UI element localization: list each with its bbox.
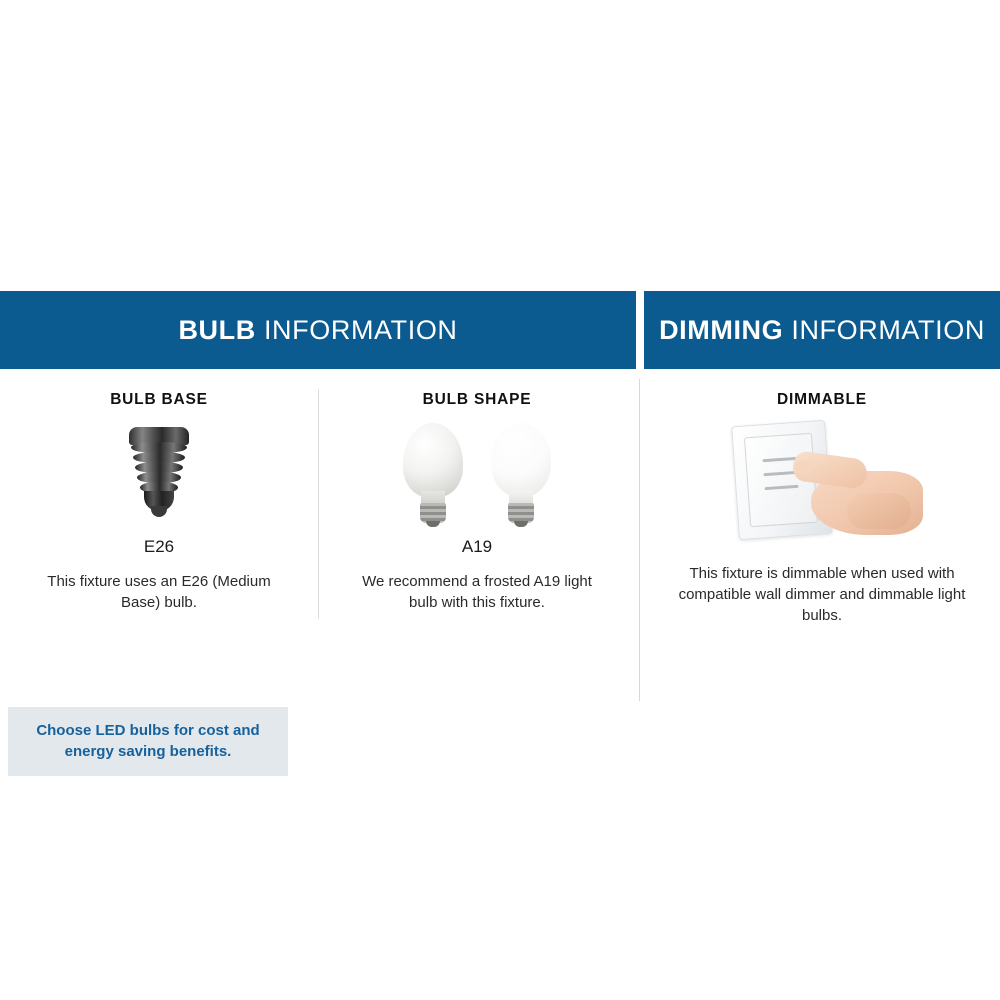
bulb-information-columns <box>0 369 636 760</box>
dimming-information-panel <box>644 291 1000 701</box>
led-tip-callout: Choose LED bulbs for cost and energy saving benefits. <box>8 707 288 776</box>
bulb-shape-column <box>318 369 636 701</box>
bulb-information-panel <box>0 291 636 760</box>
e26-bulb-base-icon <box>0 419 318 531</box>
dimmable-description: This fixture is dimmable when used with compatible wall dimmer and dimmable light bulbs. <box>678 565 966 624</box>
bulb-base-title: BULB BASE <box>110 391 208 408</box>
dimming-information-title <box>659 315 985 346</box>
panel-divider <box>636 291 644 701</box>
wall-dimmer-switch-icon <box>644 419 1000 543</box>
dimming-information-columns <box>644 369 1000 701</box>
bulb-base-column <box>0 369 318 760</box>
bulb-dimming-infographic <box>0 291 1000 760</box>
bulb-shape-title: BULB SHAPE <box>422 391 532 408</box>
bulb-shape-code: A19 <box>461 537 493 556</box>
column-divider <box>318 389 319 619</box>
frosted-incandescent-bulb-icon <box>400 423 466 527</box>
bulb-information-title <box>178 315 457 346</box>
bulb-information-header <box>0 291 636 369</box>
hand-icon <box>793 445 921 541</box>
dimming-information-title-strong: DIMMING <box>659 314 784 345</box>
bulb-information-title-light: INFORMATION <box>255 314 458 345</box>
bulb-base-code: E26 <box>143 537 175 556</box>
dimming-information-header <box>644 291 1000 369</box>
bulb-base-description: This fixture uses an E26 (Medium Base) bulb. <box>47 573 271 611</box>
dimming-information-title-light: INFORMATION <box>783 314 985 345</box>
dimmable-title: DIMMABLE <box>777 391 867 408</box>
a19-bulb-shape-icon <box>318 419 636 531</box>
bulb-information-title-strong: BULB <box>178 314 256 345</box>
led-bulb-icon <box>488 423 554 527</box>
bulb-shape-description: We recommend a frosted A19 light bulb with this fixture. <box>362 573 592 611</box>
dimmable-column <box>644 369 1000 701</box>
